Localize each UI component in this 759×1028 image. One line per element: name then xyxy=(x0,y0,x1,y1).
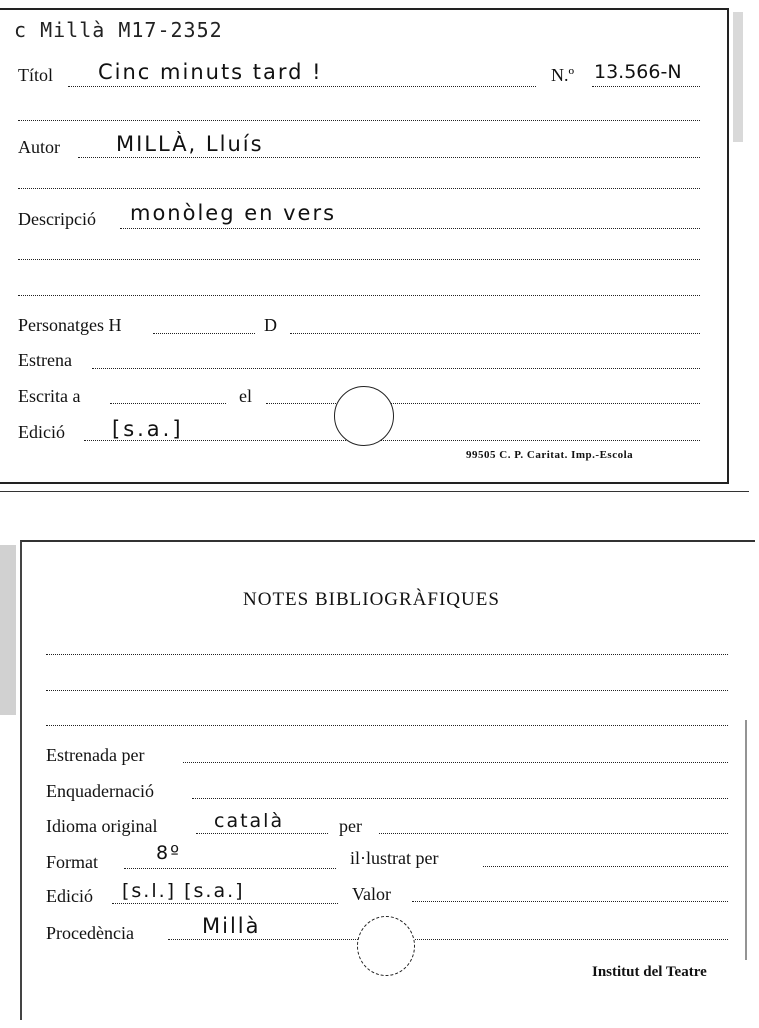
scan-noise-left xyxy=(0,545,16,715)
edicio-value: [s.a.] xyxy=(112,417,184,441)
descripcio-value: monòleg en vers xyxy=(130,201,337,225)
autor-extra-line xyxy=(18,188,700,189)
edicio2-value: [s.l.] [s.a.] xyxy=(122,880,245,902)
format-label: Format xyxy=(46,852,98,872)
handwritten-annotation: c Millà M17-2352 xyxy=(14,18,223,42)
per-label: per xyxy=(339,816,362,836)
punch-hole xyxy=(334,386,394,446)
per-line xyxy=(379,833,728,834)
titol-line xyxy=(68,86,536,87)
valor-label: Valor xyxy=(352,884,391,904)
descripcio-extra-line-1 xyxy=(18,259,700,260)
idioma-value: català xyxy=(214,810,285,832)
scan-noise-right xyxy=(733,12,743,142)
scan-edge-line xyxy=(745,720,747,960)
escrita-line xyxy=(110,403,226,404)
enquadernacio-line xyxy=(192,798,728,799)
autor-label: Autor xyxy=(18,137,60,157)
notes-line-2 xyxy=(46,690,728,691)
institution-name: Institut del Teatre xyxy=(592,964,707,980)
el-line xyxy=(266,403,700,404)
descripcio-line xyxy=(120,228,700,229)
edicio-label: Edició xyxy=(18,422,65,442)
notes-line-1 xyxy=(46,654,728,655)
edicio2-label: Edició xyxy=(46,886,93,906)
illustrat-label: il·lustrat per xyxy=(350,848,439,868)
idioma-line xyxy=(196,833,328,834)
estrena-label: Estrena xyxy=(18,350,72,370)
titol-label: Títol xyxy=(18,65,53,85)
personatges-h-line xyxy=(153,333,255,334)
personatges-d-line xyxy=(290,333,700,334)
format-line xyxy=(124,868,336,869)
idioma-label: Idioma original xyxy=(46,816,158,836)
procedencia-label: Procedència xyxy=(46,923,134,943)
procedencia-value: Millà xyxy=(202,914,261,938)
notes-line-3 xyxy=(46,725,728,726)
personatges-label: Personatges H xyxy=(18,315,122,335)
d-label: D xyxy=(264,315,277,335)
descripcio-extra-line-2 xyxy=(18,295,700,296)
autor-line xyxy=(78,157,700,158)
el-label: el xyxy=(239,386,252,406)
estrenada-label: Estrenada per xyxy=(46,745,145,765)
notes-title: NOTES BIBLIOGRÀFIQUES xyxy=(243,589,500,610)
edicio2-line xyxy=(112,903,338,904)
autor-value: MILLÀ, Lluís xyxy=(116,132,264,156)
num-value: 13.566-N xyxy=(594,61,682,83)
estrena-line xyxy=(92,368,700,369)
enquadernacio-label: Enquadernació xyxy=(46,781,154,801)
format-value: 8º xyxy=(156,842,182,864)
card-separator xyxy=(0,491,749,492)
titol-value: Cinc minuts tard ! xyxy=(98,60,323,84)
printer-imprint: 99505 C. P. Caritat. Imp.-Escola xyxy=(466,449,634,461)
illustrat-line xyxy=(483,866,728,867)
procedencia-line xyxy=(168,939,728,940)
escrita-label: Escrita a xyxy=(18,386,81,406)
descripcio-label: Descripció xyxy=(18,209,96,229)
num-label: N.º xyxy=(551,65,575,85)
titol-extra-line xyxy=(18,120,700,121)
punch-hole-back xyxy=(357,916,415,976)
valor-line xyxy=(412,901,728,902)
estrenada-line xyxy=(183,762,728,763)
num-line xyxy=(592,86,700,87)
